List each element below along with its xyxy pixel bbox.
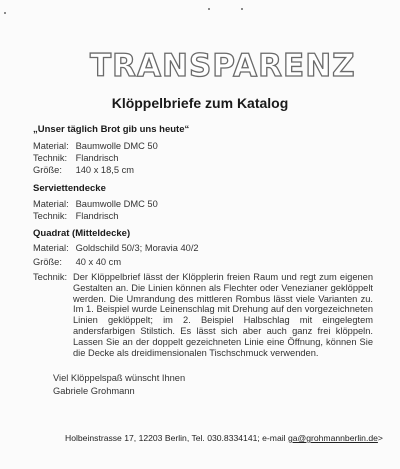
technik-description: Der Klöppelbrief lässt der Klöpplerin freien Raum und regt zum eigenen Gestalten an. Die Linien können als Flechter oder Venezianer geklöppelt werden. Die Umrandung des mittleren Rombus lässt viele Varianten zu. Im 1. Beispiel wurde Leinenschlag mit Drehung auf den vorgezeichneten Linien geklöppelt; im 2. Beispiel Halbschlag mit eingelegtem andersfarbigen Stilstich. Es lässt sich aber auch ganz frei klöppeln. Lassen Sie an der doppelt gezeichneten Linie eine Öffnung, können Sie die Decke als dreidimensionalen Tischschmuck verwenden. [73, 272, 373, 358]
row-technik [33, 211, 118, 222]
row-value: Baumwolle DMC 50 [75, 199, 158, 209]
transparenz-logo: TRANSPARENZ [90, 48, 356, 84]
row-groesse [33, 257, 121, 268]
page-title: Klöppelbriefe zum Katalog [111, 95, 289, 111]
scan-speck [4, 12, 6, 14]
row-material [33, 243, 199, 254]
section-title-serviettendecke: Serviettendecke [33, 183, 106, 194]
row-value: 40 x 40 cm [75, 257, 122, 267]
row-value: Goldschild 50/3; Moravia 40/2 [75, 243, 199, 253]
row-value: Baumwolle DMC 50 [75, 141, 158, 151]
row-label: Technik: [33, 211, 68, 221]
row-value: Flandrisch [75, 153, 119, 163]
row-label: Material: [33, 141, 69, 151]
footer-suffix: > [377, 433, 383, 443]
row-label: Größe: [33, 257, 62, 267]
row-technik [33, 153, 118, 164]
row-label: Technik: [33, 153, 68, 163]
technik-label: Technik: [33, 272, 68, 282]
footer-contact [65, 433, 383, 443]
scan-speck [208, 8, 210, 10]
row-material [33, 199, 158, 210]
row-value: 140 x 18,5 cm [75, 165, 134, 175]
row-label: Material: [33, 199, 69, 209]
row-groesse [33, 165, 134, 176]
row-label: Material: [33, 243, 69, 253]
row-value: Flandrisch [75, 211, 119, 221]
row-material [33, 141, 158, 152]
scan-speck [241, 8, 243, 10]
section-title-quadrat: Quadrat (Mitteldecke) [33, 228, 131, 239]
closing-signature: Gabriele Grohmann [53, 386, 135, 396]
row-label: Größe: [33, 165, 62, 175]
section-title-brot: „Unser täglich Brot gib uns heute“ [33, 124, 190, 135]
footer-email-link[interactable]: ga@grohmannberlin.de [287, 433, 378, 443]
footer-address: Holbeinstrasse 17, 12203 Berlin, Tel. 030.8334141; e-mail [65, 433, 288, 443]
closing-greeting: Viel Klöppelspaß wünscht Ihnen [53, 373, 186, 383]
